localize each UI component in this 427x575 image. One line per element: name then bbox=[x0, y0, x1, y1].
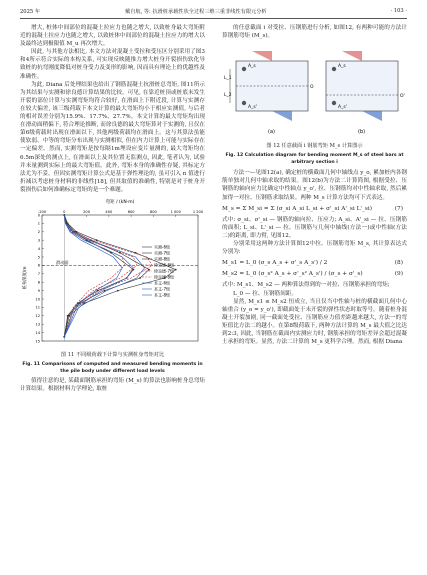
y-tick-label: 1 bbox=[37, 221, 40, 226]
fig12-caption-en: Fig. 12 Calculation diagram for bending moment M_s of steel bars at arbitrary section i bbox=[225, 153, 404, 166]
right-para-1: 的任意截面 i 对受拉、压钢筋进行分析, 如图12, 有两种可能的方法计算钢筋弯矩 (M_s)。 bbox=[222, 25, 407, 40]
fig12-caption-zh: 图 12 任意截面 i 钢筋弯矩 M_s 计算图示 bbox=[266, 143, 363, 150]
equation-8-body: M_s1 = L_0 (σ_s A_s + σ'_s A_s') / 2 bbox=[222, 260, 328, 267]
right-para-7: 显然, M_s1 ≤ M_s2 恒成立, 当且仅当中性轴与桩的横截面几何中心轴重合 (y_o = y_o'), 即截面处于未开裂的弹性状态时取等号。随着桩身混凝土开裂加剧, 同一截面处受拉、压钢筋应力值差距越来越大, 方法一的弯矩值比方法二的越小。在第8级荷载下, 两种方法计算的 M_s 最大值之比达到2:3, 因此, 当钢筋在截面内实测应力时, 钢筋承担的弯矩差异会超过混凝土承担的弯矩。显然, 方法二计算的 M_s 更科学合理。然而, 根据 Diana bbox=[222, 298, 407, 346]
equation-8 bbox=[222, 259, 407, 267]
label-L2-a: L_2 bbox=[224, 93, 232, 99]
label-As2-a: A_s' bbox=[248, 105, 257, 111]
y-tick-label: 0 bbox=[37, 213, 40, 218]
label-panel-b: (b) bbox=[358, 129, 366, 136]
equation-7 bbox=[222, 205, 407, 213]
y-tick-label: 11 bbox=[35, 305, 40, 310]
equation-9 bbox=[222, 270, 407, 278]
compression-bar-b bbox=[332, 101, 336, 105]
tension-stress-b bbox=[342, 51, 362, 61]
moment-chart bbox=[20, 197, 205, 347]
y-tick-label: 3 bbox=[37, 238, 40, 243]
y-tick-label: 10 bbox=[35, 297, 40, 302]
x-tick-label: 400 bbox=[105, 209, 113, 214]
y-tick-label: 2 bbox=[37, 230, 40, 235]
compression-stress-b bbox=[362, 111, 382, 121]
y-axis-title: 桩身深度/m bbox=[23, 266, 28, 290]
y-tick-label: 15 bbox=[35, 339, 40, 344]
series-point bbox=[148, 269, 150, 271]
y-tick-label: 4 bbox=[37, 246, 40, 251]
left-para-2: 因此, 与其他方法相比, 本文方法对混凝土受拉和受压区分别采用了图3和4所示符合实际的本构关系, 可实现反映随推力增大桩身开裂损伤软化导致桩的抗弯刚度降低对桩身受力及变形的影响, 因而具有理论上的优越性及准确性。 bbox=[20, 49, 205, 80]
compression-bar-a bbox=[242, 101, 246, 105]
compression-stress-a bbox=[272, 111, 292, 121]
header-title: 戴自航, 等: 抗滑桩承载性状全过程三维三重非线性有限元分析 bbox=[125, 9, 267, 15]
figure-11 bbox=[20, 197, 205, 375]
equation-7-body: M_s = Σ M_si = Σ (σ_si A_si L_si + σ'_si A'_si L'_si) bbox=[222, 205, 373, 212]
label-panel-a: (a) bbox=[268, 129, 275, 136]
tension-bar-b bbox=[332, 67, 336, 71]
equation-8-number: (8) bbox=[394, 260, 403, 267]
slip-surface-label: 滑动面 bbox=[56, 259, 69, 265]
legend-label: 本文-8级 bbox=[154, 292, 170, 298]
equation-9-body: M_s2 = L_0 (σ_s² A_s + σ'_s² A_s') / (σ_s + σ'_s) bbox=[222, 271, 363, 278]
figure-12 bbox=[222, 43, 407, 166]
left-para-4: 值得注意的是, 某截面钢筋承担的弯矩 (M_s) 的算法也影响桩身总弯矩计算结果。根据材料力学理论, 取桩 bbox=[20, 378, 205, 393]
fig11-caption-zh: 图 11 不同级荷载下计算与实测桩身弯矩对比 bbox=[60, 352, 165, 359]
series-point bbox=[68, 315, 70, 317]
right-para-2: 方法一—见图12(a), 确定桩的横截面几何中轴线点 y_o, 累加桩内各钢筋单独对几何中轴求取的结果。图12(b)为方法二计算简图, 根据受拉、压钢筋的轴向应力比确定中性轴点 y_o', 拉、压钢筋均对中性轴求取, 然后累加得一对拉、压钢筋求取结果。两种 M_s 计算方法均可下式表达。 bbox=[222, 170, 407, 201]
label-As2-b: A_s' bbox=[338, 105, 347, 111]
tension-stress-a bbox=[252, 51, 272, 61]
x-axis-title: 弯矩 / (kN·m) bbox=[105, 199, 135, 205]
right-para-3: 式中: σ_si、σ'_si — 钢筋的轴向拉、压应力; A_si、A'_si — 拉、压钢筋的面积; L_si、L'_si — 拉、压钢筋与几何中轴线(方法一)或中性轴(方法二)的距离, 即力臂, 见图12。 bbox=[222, 216, 407, 239]
y-tick-label: 5 bbox=[37, 255, 40, 260]
left-para-1: 增大, 桩体中间部位的混凝土拉应力也随之增大, 以致桩身最大弯矩附近的混凝土拉应力也随之增大, 以致桩体中间部位的混凝土拉应力的增大以及最终达到极限值 M_u 再次增大。 bbox=[20, 25, 205, 48]
header-year: 2025 年 bbox=[20, 9, 41, 15]
left-column bbox=[20, 24, 205, 393]
series-line bbox=[64, 215, 152, 337]
series-line bbox=[64, 215, 133, 337]
y-tick-label: 13 bbox=[35, 322, 40, 327]
y-tick-label: 7 bbox=[37, 272, 40, 277]
right-para-5: 式中: M_s1、M_s2 — 两种算法得到的一对拉、压钢筋承担的弯矩; bbox=[222, 282, 390, 289]
legend-label: 实测-6级 bbox=[154, 244, 170, 250]
x-tick-label: 0 bbox=[63, 209, 66, 214]
equation-7-number: (7) bbox=[394, 205, 403, 212]
x-tick-label: 1 000 bbox=[170, 209, 181, 214]
running-header bbox=[20, 6, 407, 19]
label-As-b: A_s bbox=[338, 64, 346, 70]
header-page: · 103 · bbox=[390, 8, 407, 14]
fig11-caption-en: Fig. 11 Comparisons of computed and measured bending moments in the pile body under different load levels bbox=[22, 362, 203, 375]
section-diagram bbox=[222, 43, 407, 138]
series-point bbox=[117, 290, 119, 292]
equation-9-number: (9) bbox=[394, 271, 403, 278]
legend-label: 实测-8级 bbox=[154, 256, 170, 262]
legend-label: 徐良德-8级 bbox=[154, 274, 174, 280]
x-tick-label: 1 200 bbox=[192, 209, 204, 214]
y-tick-label: 14 bbox=[35, 330, 40, 335]
series-point bbox=[76, 231, 78, 233]
x-tick-label: 200 bbox=[83, 209, 91, 214]
y-tick-label: 12 bbox=[35, 314, 40, 319]
series-point bbox=[175, 269, 177, 271]
series-point bbox=[96, 239, 98, 241]
y-tick-label: 9 bbox=[37, 288, 40, 293]
section-b-outline bbox=[326, 61, 398, 111]
legend-label: 实测-7级 bbox=[154, 250, 170, 256]
legend-label: 徐良德-6级 bbox=[154, 262, 174, 268]
label-O: O bbox=[310, 85, 314, 91]
legend-label: 徐良德-7级 bbox=[154, 268, 174, 274]
tension-bar-a bbox=[242, 67, 246, 71]
label-As-a: A_s bbox=[248, 64, 256, 70]
series-line bbox=[64, 215, 133, 337]
x-tick-label: -200 bbox=[37, 209, 47, 214]
y-tick-label: 6 bbox=[37, 263, 40, 268]
right-para-6: L_0 — 拉、压钢筋间距。 bbox=[233, 290, 297, 297]
legend-label: 本文-6级 bbox=[154, 280, 170, 286]
x-tick-label: 600 bbox=[127, 209, 135, 214]
y-tick-label: 8 bbox=[37, 280, 40, 285]
legend-label: 本文-7级 bbox=[154, 286, 170, 292]
panel-a bbox=[224, 51, 314, 135]
series-point bbox=[67, 222, 69, 224]
label-O-prime: O' bbox=[400, 94, 405, 100]
label-L1-a: L_1 bbox=[224, 76, 232, 82]
x-tick-label: 800 bbox=[149, 209, 157, 214]
series-point bbox=[139, 277, 141, 279]
left-para-3: 为此, Diana 后处理结果也给出了钢筋混凝土抗滑桩总弯矩, 图11所示为其结果与实测和徐良德计算结果的比较。可见, 在靠近桩顶或桩底未发生开裂的部位计算与实测弯矩均符合较好, 在滑面上下附近段, 计算与实测存在较大偏差, 该三级荷载下本文计算的最大弯矩均小于相应实测值, 与后者的相对误差分别为15.9%、17.7%、27.7%。本文计算的最大弯矩均出现在滑动面稍偏下, 符合理论推断, 而徐良德的最大弯矩算对于实测的, 且仅在第6级荷载时出现在滑面以下, 其他两级荷载均在滑面上。这与其算法虽能使软弱、中等的弯矩分布出现与实测相似, 但在内力计算上可能与实际存在一定偏差。然而, 实测弯矩是按每隔1m埋设应变片量测的, 最大弯矩均在6.5m深处的测点上, 在滑面以上及其位置无监测点, 因此, 笔者认为, 试验并未量测到实际上的最大弯矩值。此外, 弯矩本身的准确性存疑, 其标定方法尤为不妥。但因实测弯矩计算公式是基于弹性理论的, 虽可引入 n 值进行折减以考虑桩身材料的非线性[18], 但其取值的准确性, 特别是对于桩身开裂损伤后如何准确标定弯矩的是一个难题。 bbox=[20, 81, 205, 193]
right-para-4: 分别采用这两种方法计算图12中拉、压钢筋弯矩 M_s, 其计算表达式分别为: bbox=[222, 241, 407, 256]
right-column bbox=[222, 24, 407, 346]
panel-b bbox=[326, 51, 405, 135]
